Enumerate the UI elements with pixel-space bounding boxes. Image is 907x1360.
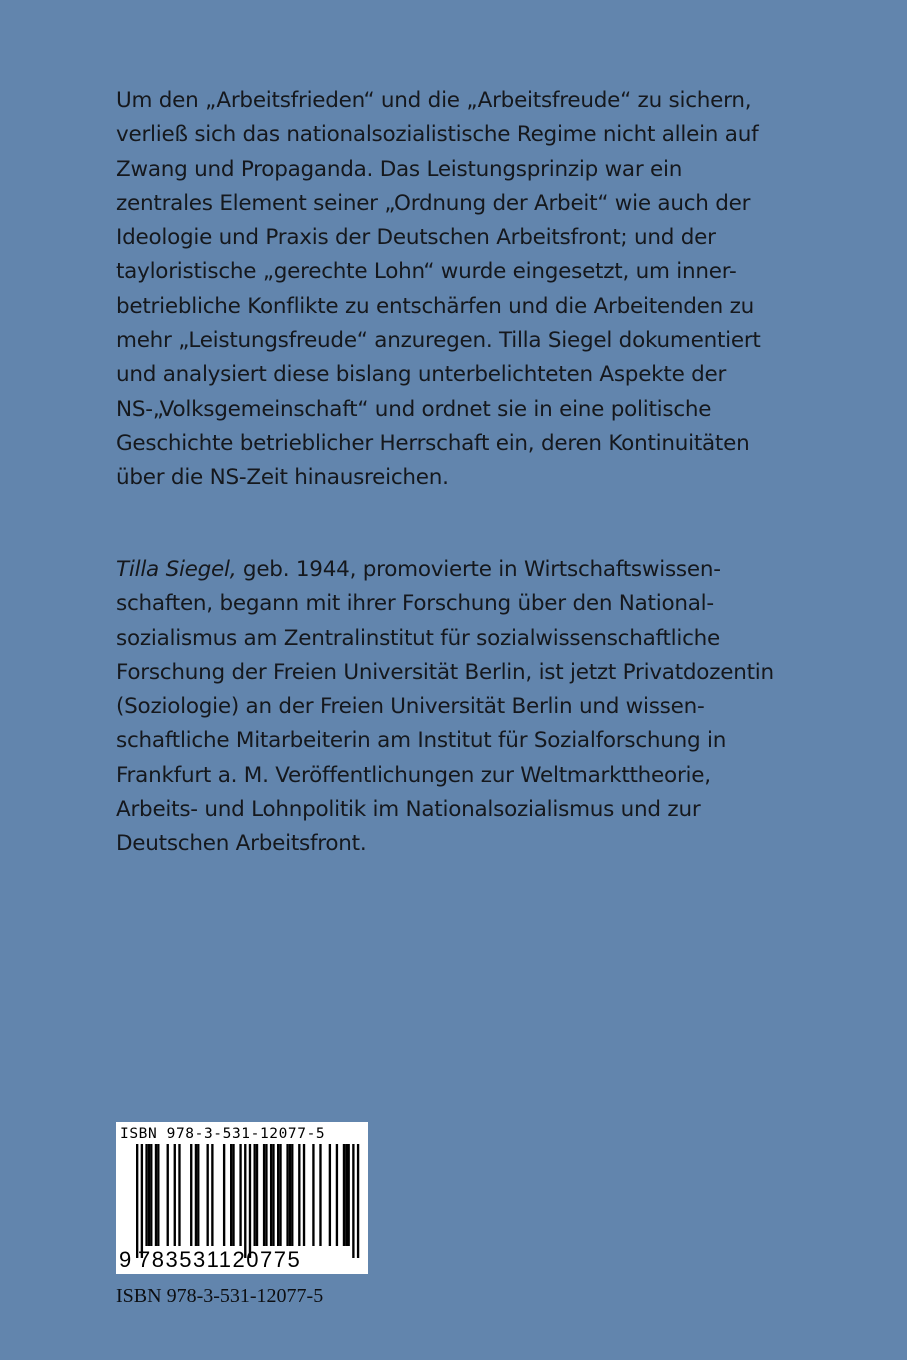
barcode-bar [239,1144,241,1246]
blurb-line: betriebliche Konflikte zu entschärfen und die Arbeitenden zu [116,293,755,319]
bio-line: sozialismus am Zentralinstitut für sozialwissenschaftliche [116,625,721,651]
barcode-bar [207,1144,209,1246]
barcode-bar [256,1144,258,1246]
bio-line: Forschung der Freien Universität Berlin, ist jetzt Privatdozentin [116,659,774,685]
barcode-bar [254,1144,256,1246]
bio-line: Frankfurt a. M. Veröffentlichungen zur Weltmarkttheorie, [116,762,711,788]
barcode-bar [265,1144,267,1246]
barcode-bar [329,1144,331,1246]
bio-line: schaften, begann mit ihrer Forschung über den National- [116,591,714,617]
bio-line: (Soziologie) an der Freien Universität Berlin und wissen- [116,694,705,720]
barcode-bar [249,1144,251,1258]
barcode-bar [141,1144,143,1258]
barcode-bar [286,1144,288,1246]
bio-line: schaftliche Mitarbeiterin am Institut für Sozialforschung in [116,728,727,754]
blurb-line: NS-„Volksgemeinschaft“ und ordnet sie in eine politische [116,396,712,422]
barcode-digits: 783531120775 [138,1247,302,1272]
author-bio [116,553,806,862]
barcode-bar [303,1144,305,1246]
isbn-number: ISBN 978-3-531-12077-5 [116,1285,324,1307]
barcode-bar [223,1144,225,1246]
blurb-line: über die NS-Zeit hinausreichen. [116,465,449,491]
barcode-bar [352,1144,354,1258]
barcode-bar [336,1144,338,1246]
barcode-bar [150,1144,152,1246]
barcode-bar [148,1144,150,1246]
barcode-bar [272,1144,274,1246]
barcode-isbn-label: ISBN 978-3-531-12077-5 [120,1126,326,1142]
barcode-bar [195,1144,197,1246]
bio-first-line [116,553,806,587]
barcode-bar [263,1144,265,1246]
blurb-text [116,84,806,496]
barcode-bar [232,1144,234,1246]
barcode-bar [167,1144,169,1246]
bio-line: Deutschen Arbeitsfront. [116,831,367,857]
barcode-bar [211,1144,213,1246]
barcode-bar [277,1144,279,1246]
barcode-bar [230,1144,232,1246]
barcode [116,1122,368,1274]
barcode-bar [348,1144,350,1246]
barcode-bar [312,1144,314,1246]
barcode-bar [345,1144,347,1246]
barcode-bar [197,1144,199,1246]
barcode-bar [145,1144,147,1246]
barcode-bar [279,1144,281,1246]
bio-line: Arbeits- und Lohnpolitik im Nationalsozialismus und zur [116,797,701,823]
blurb-line: zentrales Element seiner „Ordnung der Arbeit“ wie auch der [116,190,751,216]
author-name: Tilla Siegel, [116,557,237,582]
blurb-line: mehr „Leistungsfreude“ anzuregen. Tilla Siegel dokumentiert [116,328,761,354]
barcode-first-digit: 9 [119,1247,132,1272]
blurb-line: verließ sich das nationalsozialistische Regime nicht allein auf [116,122,759,148]
blurb-line: Geschichte betrieblicher Herrschaft ein, deren Kontinuitäten [116,430,750,456]
barcode-bar [291,1144,293,1246]
blurb-line: Ideologie und Praxis der Deutschen Arbeitsfront; und der [116,225,716,251]
barcode-bar [244,1144,246,1258]
blurb-line: und analysiert diese bislang unterbelichteten Aspekte der [116,362,727,388]
barcode-bar [157,1144,159,1246]
barcode-bar [343,1144,345,1246]
bio-first-line-text: geb. 1944, promovierte in Wirtschaftswissen- [236,557,721,582]
barcode-bar [270,1144,272,1246]
blurb-line: Um den „Arbeitsfrieden“ und die „Arbeitsfreude“ zu sichern, [116,88,752,113]
barcode-bar [319,1144,321,1246]
blurb-line: tayloristische „gerechte Lohn“ wurde eingesetzt, um inner- [116,259,737,285]
barcode-bar [190,1144,192,1246]
barcode-bar [298,1144,300,1246]
barcode-bar [174,1144,176,1246]
barcode-bar [178,1144,180,1246]
barcode-bar [357,1144,359,1258]
barcode-bar [155,1144,157,1246]
barcode-bar [136,1144,138,1258]
barcode-bar [289,1144,291,1246]
blurb-line: Zwang und Propaganda. Das Leistungsprinzip war ein [116,156,683,182]
